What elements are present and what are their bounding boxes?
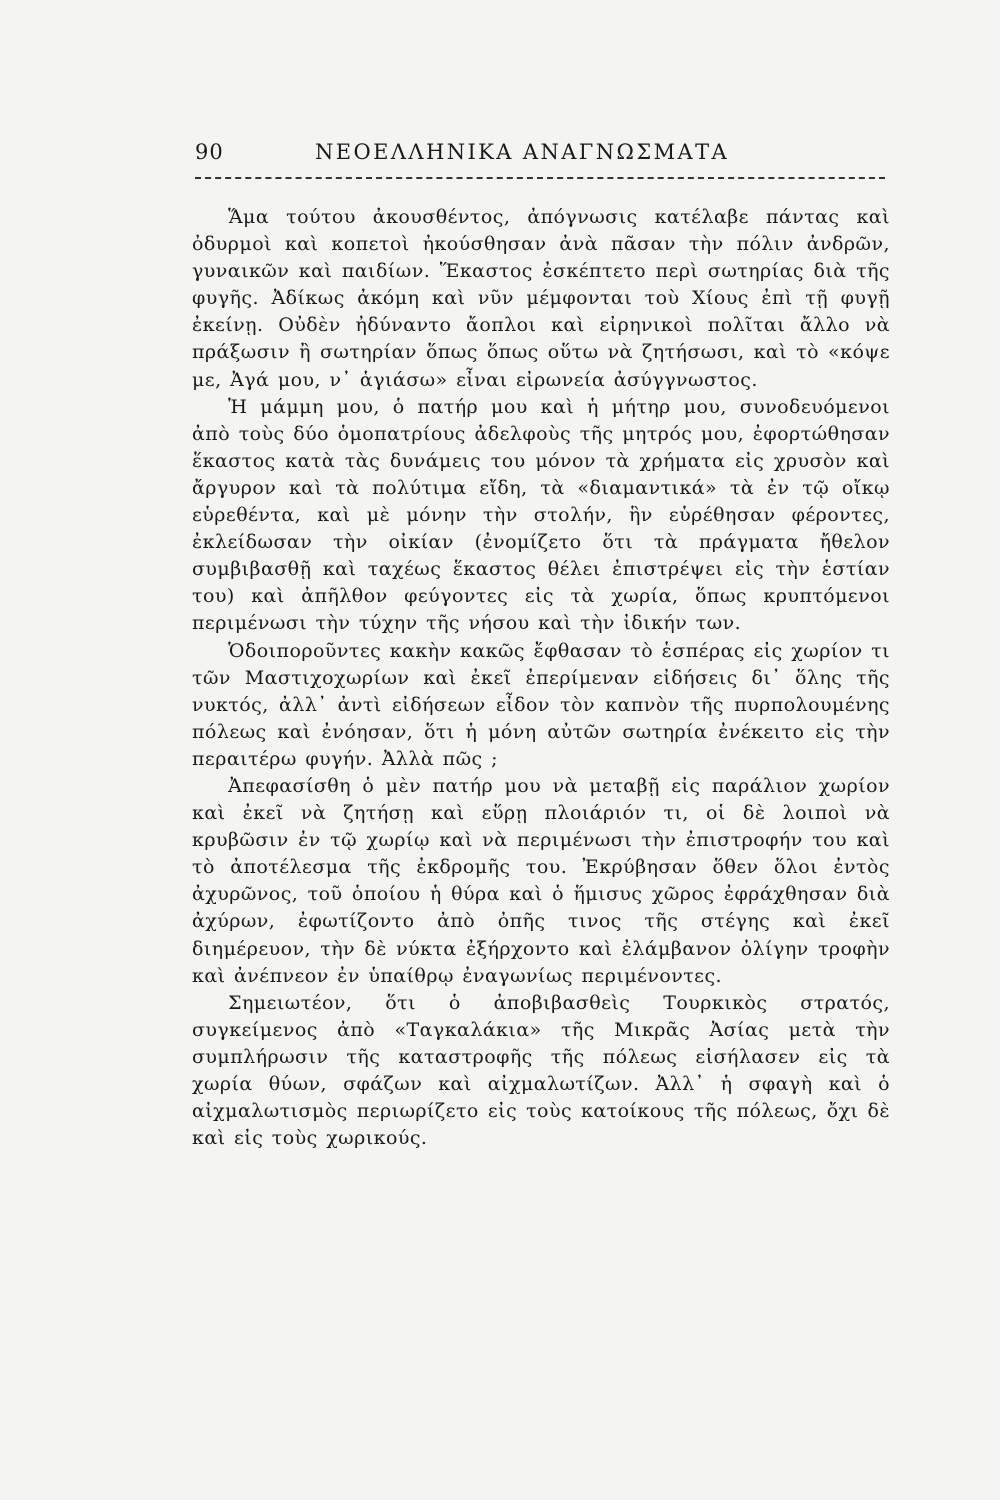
paragraph-2: Ἡ μάμμη μου, ὁ πατήρ μου καὶ ἡ μήτηρ μου, συνοδευόμενοι ἀπὸ τοὺς δύο ὁμοπατρίους ἀδελφοὺς τῆς μητρός μου, ἐφορτώθησαν ἕκαστος κατὰ τὰς δυνάμεις του μόνον τὰ χρήματα εἰς χρυσὸν καὶ ἄργυρον καὶ τὰ πολύτιμα εἴδη, τὰ «διαμαντικά» τὰ ἐν τῷ οἴκῳ εὑρεθέντα, καὶ μὲ μόνην τὴν στολήν, ἣν εὑρέθησαν φέροντες, ἐκλείδωσαν τὴν οἰκίαν (ἐνομίζετο ὅτι τὰ πράγματα ἤθελον συμβιβασθῇ καὶ ταχέως ἕκαστος θέλει ἐπιστρέψει εἰς τὴν ἑστίαν του) καὶ ἀπῆλθον φεύγοντες εἰς τὰ χωρία, ὅπως κρυπτόμενοι περιμένωσι τὴν τύχην τῆς νήσου καὶ τὴν ἰδικήν των. (192, 395, 890, 635)
paragraph-1: Ἅμα τούτου ἀκουσθέντος, ἀπόγνωσις κατέλαβε πάντας καὶ ὀδυρμοὶ καὶ κοπετοὶ ἠκούσθησαν ἀνὰ πᾶσαν τὴν πόλιν ἀνδρῶν, γυναικῶν καὶ παιδίων. Ἕκαστος ἐσκέπτετο περὶ σωτηρίας διὰ τῆς φυγῆς. Ἀδίκως ἀκόμη καὶ νῦν μέμφονται τοὺ Χίους ἐπὶ τῇ φυγῇ ἐκείνῃ. Οὐδὲν ἠδύναντο ἄοπλοι καὶ εἰρηνικοὶ πολῖται ἄλλο νὰ πράξωσιν ἢ σωτηρίαν ὅπως ὅπως οὕτω νὰ ζητήσωσι, καὶ τὸ «κόψε με, Ἀγά μου, ν᾽ ἁγιάσω» εἶναι εἰρωνεία ἀσύγγνωστος. (192, 206, 890, 391)
running-title: ΝΕΟΕΛΛΗΝΙΚΑ ΑΝΑΓΝΩΣΜΑΤΑ (315, 140, 730, 164)
paragraph-3: Ὁδοιποροῦντες κακὴν κακῶς ἔφθασαν τὸ ἑσπέρας εἰς χωρίον τι τῶν Μαστιχοχωρίων καὶ ἐκεῖ ἐπερίμεναν εἰδήσεις δι᾽ ὅλης τῆς νυκτός, ἀλλ᾽ ἀντὶ εἰδήσεων εἶδον τὸν καπνὸν τῆς πυρπολουμένης πόλεως καὶ ἐνόησαν, ὅτι ἡ μόνη αὐτῶν σωτηρία ἐνέκειτο εἰς τὴν περαιτέρω φυγήν. Ἀλλὰ πῶς ; (192, 639, 890, 770)
paragraph-4: Ἀπεφασίσθη ὁ μὲν πατήρ μου νὰ μεταβῇ εἰς παράλιον χωρίον καὶ ἐκεῖ νὰ ζητήσῃ καὶ εὕρῃ πλοιάριόν τι, οἱ δὲ λοιποὶ νὰ κρυβῶσιν ἐν τῷ χωρίῳ καὶ νὰ περιμένωσι τὴν ἐπιστροφήν του καὶ τὸ ἀποτέλεσμα τῆς ἐκδρομῆς του. Ἐκρύβησαν ὅθεν ὅλοι ἐντὸς ἀχυρῶνος, τοῦ ὁποίου ἡ θύρα καὶ ὁ ἥμισυς χῶρος ἐφράχθησαν διὰ ἀχύρων, ἐφωτίζοντο ἀπὸ ὀπῆς τινος τῆς στέγης καὶ ἐκεῖ διημέρευον, τὴν δὲ νύκτα ἐξήρχοντο καὶ ἐλάμβανον ὀλίγην τροφὴν καὶ ἀνέπνεον ἐν ὑπαίθρῳ ἐναγωνίως περιμένοντες. (192, 774, 890, 987)
body-text (192, 204, 890, 1152)
header-rule (195, 177, 885, 179)
page-header (195, 140, 885, 170)
paragraph-5: Σημειωτέον, ὅτι ὁ ἀποβιβασθεὶς Τουρκικὸς στρατός, συγκείμενος ἀπὸ «Ταγκαλάκια» τῆς Μικρᾶς Ἀσίας μετὰ τὴν συμπλήρωσιν τῆς καταστροφῆς τῆς πόλεως εἰσήλασεν εἰς τὰ χωρία θύων, σφάζων καὶ αἰχμαλωτίζων. Ἀλλ᾽ ἡ σφαγὴ καὶ ὁ αἰχμαλωτισμὸς περιωρίζετο εἰς τοὺς κατοίκους τῆς πόλεως, ὄχι δὲ καὶ εἰς τοὺς χωρικούς. (192, 991, 890, 1150)
page-number: 90 (195, 140, 224, 164)
